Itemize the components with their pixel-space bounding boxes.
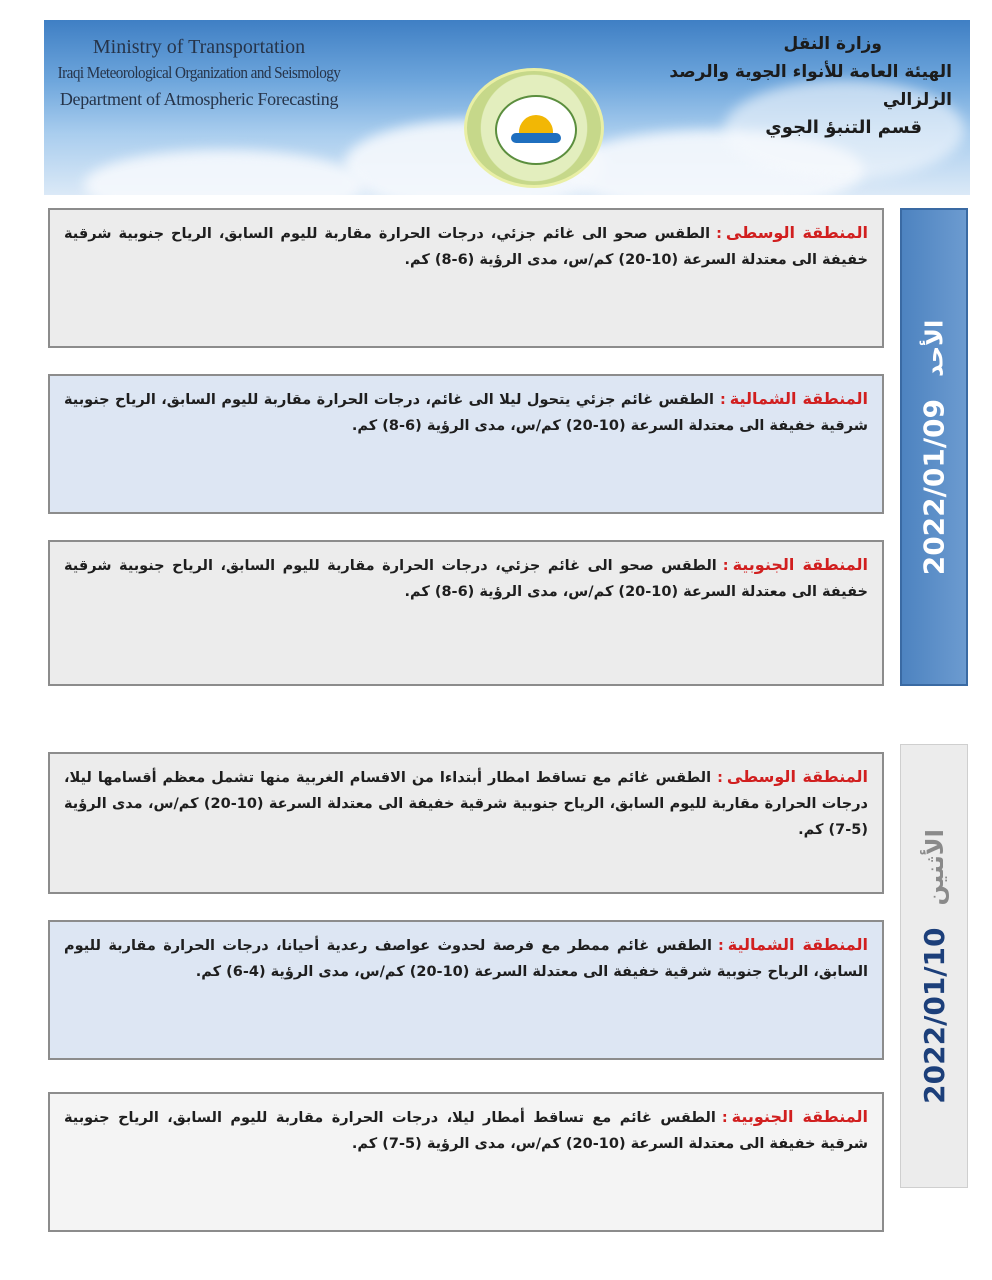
forecast-text: الطقس غائم مع تساقط أمطار ليلا، درجات الحرارة مقاربة لليوم السابق، الرياح جنوبية شرقية خفيفة الى معتدلة السرعة (10-20) كم/س، مدى الرؤية (5-7) كم.	[64, 1110, 868, 1152]
region-name: المنطقة الوسطى	[725, 223, 869, 242]
department-title-ar: قسم التنبؤ الجوي	[765, 117, 922, 138]
forecast-card-north: المنطقة الشمالية:الطقس غائم ممطر مع فرصة لحدوث عواصف رعدية أحيانا، درجات الحرارة مقاربة لليوم السابق، الرياح جنوبية شرقية خفيفة الى معتدلة السرعة (10-20) كم/س، مدى الرؤية (4-6) كم.	[48, 920, 884, 1060]
wave-icon	[511, 133, 561, 143]
forecast-text: الطقس غائم مع تساقط امطار أبتداءا من الاقسام الغربية منها تشمل معظم أقسامها ليلا، درجات الحرارة مقاربة لليوم السابق، الرياح جنوبية شرقية خفيفة الى معتدلة السرعة (10-20) كم/س، مدى الرؤية (5-7) كم.	[64, 770, 868, 838]
forecast-card-north: المنطقة الشمالية:الطقس غائم جزئي يتحول ليلا الى غائم، درجات الحرارة مقاربة لليوم السابق، الرياح جنوبية شرقية خفيفة الى معتدلة السرعة (10-20) كم/س، مدى الرؤية (6-8) كم.	[48, 374, 884, 514]
date-label: 2022/01/09	[917, 398, 951, 575]
ministry-title-ar: وزارة النقل	[783, 34, 882, 54]
region-name: المنطقة الجنوبية	[731, 1107, 869, 1126]
date-band-day1	[900, 208, 968, 686]
forecast-text: الطقس غائم ممطر مع فرصة لحدوث عواصف رعدية أحيانا، درجات الحرارة مقاربة لليوم السابق، الرياح جنوبية شرقية خفيفة الى معتدلة السرعة (10-20) كم/س، مدى الرؤية (4-6) كم.	[64, 938, 868, 980]
forecast-card-central: المنطقة الوسطى:الطقس غائم مع تساقط امطار أبتداءا من الاقسام الغربية منها تشمل معظم أقسامها ليلا، درجات الحرارة مقاربة لليوم السابق، الرياح جنوبية شرقية خفيفة الى معتدلة السرعة (10-20) كم/س، مدى الرؤية (5-7) كم.	[48, 752, 884, 894]
region-name: المنطقة الشمالية	[729, 389, 869, 408]
region-name: المنطقة الشمالية	[727, 935, 868, 954]
organization-title-en: Iraqi Meteorological Organization and Seismology	[57, 63, 341, 82]
day-name-label: الأثنين	[920, 828, 948, 905]
forecast-card-south: المنطقة الجنوبية:الطقس غائم مع تساقط أمطار ليلا، درجات الحرارة مقاربة لليوم السابق، الرياح جنوبية شرقية خفيفة الى معتدلة السرعة (10-20) كم/س، مدى الرؤية (5-7) كم.	[48, 1092, 884, 1232]
ministry-title-en: Ministry of Transportation	[92, 36, 306, 58]
region-name: المنطقة الوسطى	[726, 767, 869, 786]
forecast-text: الطقس صحو الى غائم جزئي، درجات الحرارة مقاربة لليوم السابق، الرياح جنوبية شرقية خفيفة الى معتدلة السرعة (10-20) كم/س، مدى الرؤية (6-8) كم.	[64, 226, 868, 268]
forecast-text: الطقس صحو الى غائم جزئي، درجات الحرارة مقاربة لليوم السابق، الرياح جنوبية شرقية خفيفة الى معتدلة السرعة (10-20) كم/س، مدى الرؤية (6-8) كم.	[64, 558, 868, 600]
organization-seal-icon	[464, 68, 604, 188]
date-band-day2	[900, 744, 968, 1188]
forecast-text: الطقس غائم جزئي يتحول ليلا الى غائم، درجات الحرارة مقاربة لليوم السابق، الرياح جنوبية شرقية خفيفة الى معتدلة السرعة (10-20) كم/س، مدى الرؤية (6-8) كم.	[64, 392, 868, 434]
english-title-block	[44, 34, 354, 112]
sun-icon	[519, 115, 553, 133]
date-label: 2022/01/10	[917, 927, 951, 1104]
page-header	[44, 20, 970, 195]
forecast-card-south: المنطقة الجنوبية:الطقس صحو الى غائم جزئي، درجات الحرارة مقاربة لليوم السابق، الرياح جنوبية شرقية خفيفة الى معتدلة السرعة (10-20) كم/س، مدى الرؤية (6-8) كم.	[48, 540, 884, 686]
day-name-label: الأحد	[920, 319, 949, 377]
arabic-title-block	[622, 30, 952, 142]
forecast-card-central: المنطقة الوسطى:الطقس صحو الى غائم جزئي، درجات الحرارة مقاربة لليوم السابق، الرياح جنوبية شرقية خفيفة الى معتدلة السرعة (10-20) كم/س، مدى الرؤية (6-8) كم.	[48, 208, 884, 348]
seal-emblem	[495, 95, 577, 165]
cloud-decoration	[84, 150, 364, 195]
department-title-en: Department of Atmospheric Forecasting	[59, 89, 339, 109]
organization-title-ar: الهيئة العامة للأنواء الجوية والرصد الزلزالي	[669, 62, 952, 110]
region-name: المنطقة الجنوبية	[732, 555, 869, 574]
